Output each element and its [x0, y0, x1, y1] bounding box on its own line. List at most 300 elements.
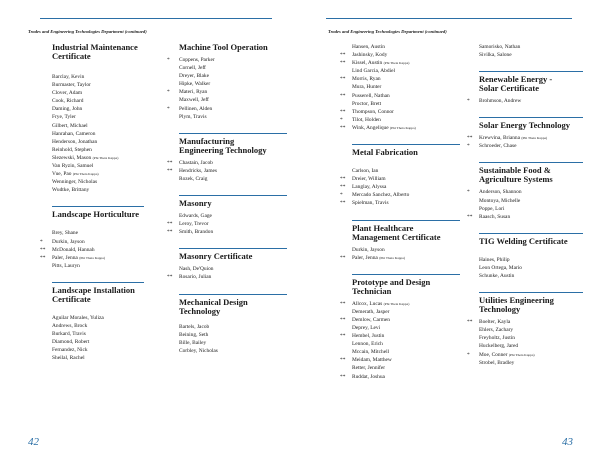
graduate-name-text: Jashinsky, Kody — [352, 52, 388, 59]
page-number: 42 — [28, 436, 39, 448]
program-title: Masonry Certificate — [179, 251, 253, 262]
program-title: Metal Fabrication — [352, 147, 418, 158]
graduate-name-text: Frye, Tyler — [52, 114, 76, 121]
graduate-name — [52, 314, 144, 322]
graduate-name — [167, 167, 287, 175]
graduate-name-text: Schunke, Austin — [479, 273, 515, 280]
graduate-name-text: Chastain, Jacob — [179, 159, 213, 166]
graduate-name — [52, 81, 144, 89]
graduate-name — [479, 256, 583, 264]
graduate-name — [479, 326, 583, 334]
graduate-name — [479, 51, 583, 59]
program-title: Technology — [479, 304, 521, 315]
section-divider — [179, 133, 287, 134]
graduate-name — [167, 220, 287, 228]
graduate-name — [340, 373, 460, 381]
graduate-name — [179, 80, 287, 88]
graduate-name-text: Mccain, Mitchell — [352, 349, 390, 356]
program-section — [52, 282, 144, 363]
honor-mark: ** — [340, 357, 346, 364]
graduate-name — [340, 254, 460, 262]
program-title: Management Certificate — [352, 231, 441, 242]
graduate-name — [52, 262, 144, 270]
graduate-name-text: Leroy, Trevor — [179, 221, 209, 228]
graduate-name-text: Coppens, Parker — [179, 57, 215, 63]
graduate-name-text: Anderson, Shannon — [479, 189, 522, 196]
top-rule — [326, 18, 572, 19]
section-divider — [179, 195, 287, 196]
honor-mark: ** — [167, 221, 173, 228]
graduate-name-text: Tilot, Holden — [352, 116, 381, 123]
graduate-name — [40, 238, 144, 246]
honor-society: (Phi Theta Kappa) — [383, 61, 410, 66]
graduate-name — [167, 56, 287, 64]
graduate-name — [352, 324, 460, 332]
honor-mark: * — [167, 57, 170, 63]
graduate-name-text: Beining, Seth — [179, 331, 209, 338]
graduate-name-text: Wudtke, Brittany — [52, 187, 90, 194]
section-divider — [352, 220, 460, 221]
graduate-name-text: Strobel, Bradley — [479, 359, 515, 366]
graduate-name — [52, 154, 144, 162]
program-title: TIG Welding Certificate — [479, 235, 568, 246]
graduate-name — [467, 188, 583, 196]
column-right-2 — [467, 43, 583, 367]
graduate-name-text: Lennon, Erich — [352, 341, 383, 348]
graduate-name — [52, 130, 144, 138]
title-gap — [179, 316, 287, 323]
honor-mark: ** — [340, 333, 346, 340]
graduate-name-text: Reinhold, Stephen — [52, 146, 92, 153]
graduate-name-text: Sheilal, Rachel — [52, 355, 85, 362]
graduate-name — [52, 330, 144, 338]
graduate-name — [479, 264, 583, 272]
honor-mark: ** — [467, 135, 473, 142]
honor-mark: * — [167, 105, 170, 112]
program-section — [340, 274, 460, 381]
honor-mark: ** — [340, 373, 346, 380]
graduate-name-text: Raasch, Susan — [479, 213, 511, 220]
graduate-name-text: Durkin, Jayson — [352, 246, 385, 253]
graduate-name — [52, 338, 144, 346]
honor-mark: * — [467, 143, 470, 150]
graduate-name — [479, 359, 583, 367]
graduate-name-text: Carlson, Ian — [352, 168, 379, 175]
graduate-name-text: Hendricks, James — [179, 167, 218, 174]
section-divider — [479, 233, 583, 234]
honor-mark: * — [40, 238, 43, 245]
right-page — [300, 0, 600, 463]
graduate-name — [340, 108, 460, 116]
graduate-name-text: Allcox, Lucas — [352, 300, 383, 307]
program-title: Masonry — [179, 198, 212, 209]
graduate-name — [352, 67, 460, 75]
graduate-name — [352, 364, 460, 372]
program-section — [167, 42, 287, 121]
graduate-name — [352, 100, 460, 108]
honor-mark: ** — [340, 200, 346, 207]
graduate-name-text: Kissel, Austin — [352, 60, 383, 67]
graduate-name-text: Durkin, Jayson — [52, 238, 85, 245]
graduate-name-text: McDonald, Hannah — [52, 246, 95, 253]
graduate-name — [179, 212, 287, 220]
honor-mark: ** — [167, 229, 173, 236]
graduate-name — [179, 347, 287, 355]
graduate-name — [52, 73, 144, 81]
program-section — [479, 233, 583, 280]
program-title: Utilities Engineering — [479, 295, 554, 306]
graduate-name — [40, 246, 144, 254]
honor-mark: ** — [340, 108, 346, 115]
honor-mark: ** — [167, 274, 173, 281]
graduate-name — [52, 146, 144, 154]
program-title: Solar Energy Technology — [479, 120, 570, 131]
graduate-name-text: Schroeder, Chase — [479, 143, 517, 150]
program-section — [52, 43, 144, 194]
honor-mark: ** — [340, 60, 346, 67]
graduate-name-text: Fernandez, Nick — [52, 347, 88, 354]
honor-mark: ** — [40, 246, 46, 253]
column-right-1 — [340, 43, 460, 381]
honor-mark: ** — [340, 316, 346, 323]
graduate-name-text: Demlow, Carmen — [352, 316, 390, 323]
graduate-name — [179, 323, 287, 331]
graduate-name — [179, 175, 287, 183]
graduate-name — [52, 113, 144, 121]
program-title: Plant Healthcare — [352, 222, 414, 233]
graduate-name — [52, 138, 144, 146]
section-divider — [479, 162, 583, 163]
program-section — [179, 294, 287, 355]
graduate-name-text: Edwards, Gage — [179, 213, 212, 220]
graduate-name-text: Spielman, Travis — [352, 200, 389, 207]
graduate-name — [52, 162, 144, 170]
program-section — [467, 117, 583, 150]
graduate-name — [352, 308, 460, 316]
graduate-name — [340, 332, 460, 340]
graduate-name-text: Plym, Travis — [179, 113, 207, 120]
program-title: Sustainable Food & — [479, 165, 551, 176]
graduate-name — [479, 342, 583, 350]
program-title: Prototype and Design — [352, 276, 431, 287]
honor-mark: ** — [340, 76, 346, 83]
honor-society: (Phi Theta Kappa) — [383, 301, 410, 306]
graduate-name-text: Pellinen, Alden — [179, 105, 213, 112]
graduate-name-text: Corbley, Nicholas — [179, 347, 218, 354]
graduate-name-text: Rozek, Craig — [179, 175, 208, 182]
program-section — [40, 206, 144, 269]
honor-mark: * — [340, 116, 343, 123]
graduate-name — [179, 331, 287, 339]
graduate-name-text: Nash, De'Quion — [179, 266, 214, 273]
honor-mark: ** — [467, 319, 473, 326]
honor-society: (Phi Theta Kappa) — [72, 172, 99, 177]
graduate-name-text: Huckelberg, Jared — [479, 343, 519, 350]
section-divider — [352, 274, 460, 275]
graduate-name-text: Pitts, Lauryn — [52, 262, 80, 269]
graduate-name — [340, 191, 460, 199]
honor-society: (Phi Theta Kappa) — [379, 255, 405, 260]
graduate-name — [52, 122, 144, 130]
graduate-name-text: Haines, Philip — [479, 256, 510, 263]
honor-mark: ** — [40, 254, 46, 261]
graduate-name — [52, 105, 144, 113]
honor-mark: ** — [340, 124, 346, 131]
graduate-name — [179, 265, 287, 273]
graduate-name-text: Bartels, Jacob — [179, 323, 210, 330]
graduate-name — [167, 88, 287, 96]
graduate-name — [352, 340, 460, 348]
graduate-name — [340, 356, 460, 364]
program-section — [479, 43, 583, 59]
honor-mark: * — [167, 89, 170, 96]
honor-mark: ** — [340, 176, 346, 183]
title-gap — [52, 219, 144, 229]
graduate-name — [340, 124, 460, 132]
title-gap — [52, 304, 144, 314]
honor-mark: * — [467, 98, 470, 105]
honor-mark: ** — [467, 213, 473, 220]
graduate-name-text: Wink, Angelique — [352, 124, 389, 131]
graduate-name-text: Hanrahan, Cameron — [52, 130, 96, 137]
graduate-name-text: Deprey, Levi — [352, 324, 381, 331]
honor-mark: ** — [340, 254, 346, 261]
honor-mark: ** — [340, 92, 346, 99]
graduate-name — [467, 351, 583, 359]
graduate-name — [479, 205, 583, 213]
graduate-name-text: Krewvina, Brianna — [479, 135, 521, 142]
honor-society: (Phi Theta Kappa) — [92, 155, 119, 160]
page-header: Trades and Engineering Technologies Department (continued) — [328, 29, 447, 34]
graduate-name — [352, 246, 460, 254]
graduate-name — [179, 64, 287, 72]
section-divider — [179, 248, 287, 249]
graduate-name — [52, 186, 144, 194]
graduate-name — [479, 334, 583, 342]
graduate-name — [340, 116, 460, 124]
graduate-name — [52, 170, 144, 178]
honor-mark: ** — [340, 184, 346, 191]
program-section — [167, 133, 287, 183]
graduate-name-text: Brey, Shane — [52, 230, 78, 237]
section-divider — [52, 206, 144, 207]
honor-society: (Phi Theta Kappa) — [79, 255, 105, 260]
honor-mark: * — [467, 351, 470, 358]
graduate-name — [52, 97, 144, 105]
program-section — [340, 144, 460, 207]
graduate-name-text: Langlay, Alyssa — [352, 184, 387, 191]
graduate-name-text: Slezewski, Mason — [52, 154, 92, 161]
graduate-name-text: Leon Ortega, Mario — [479, 264, 522, 271]
graduate-name-text: Mura, Hunter — [352, 84, 382, 91]
graduate-name — [340, 199, 460, 207]
graduate-name-text: Morris, Ryan — [352, 76, 381, 83]
graduate-name — [179, 339, 287, 347]
graduate-name — [52, 322, 144, 330]
graduate-name-text: Barclay, Kevin — [52, 74, 85, 80]
graduate-name — [52, 89, 144, 97]
honor-society: (Phi Theta Kappa) — [521, 136, 548, 141]
graduate-name-text: Cornell, Jeff — [179, 65, 206, 72]
graduate-name — [52, 346, 144, 354]
graduate-name — [167, 273, 287, 281]
graduate-name-text: Clover, Adam — [52, 90, 83, 97]
graduate-name-text: Demerath, Jasper — [352, 308, 390, 315]
program-title: Agriculture Systems — [479, 174, 553, 185]
graduate-name — [479, 43, 583, 51]
graduate-name-text: Paler, Jenna — [52, 254, 78, 261]
graduate-name — [179, 113, 287, 121]
program-section — [167, 248, 287, 281]
graduate-name — [352, 83, 460, 91]
graduate-name — [479, 272, 583, 280]
graduate-name — [40, 254, 144, 262]
program-title: Landscape Horticulture — [52, 209, 139, 220]
program-section — [467, 71, 583, 105]
graduate-name-text: Meidam, Matthew — [352, 357, 392, 364]
program-title: Solar Certificate — [479, 83, 540, 94]
graduate-name-text: Burkard, Travis — [52, 331, 86, 338]
graduate-name-text: Paler, Jenna — [352, 254, 378, 261]
title-gap — [352, 157, 460, 167]
page-header: Trades and Engineering Technologies Department (continued) — [28, 29, 147, 34]
graduate-name-text: Ruddat, Joshua — [352, 373, 385, 380]
graduate-name-text: Wenninger, Nicholas — [52, 179, 98, 186]
program-title: Certificate — [52, 293, 91, 304]
graduate-name-text: Cook, Richard — [52, 98, 84, 105]
graduate-name — [352, 43, 460, 51]
honor-mark: ** — [167, 159, 173, 166]
graduate-name-text: Hipke, Walker — [179, 81, 211, 88]
graduate-name-text: Burmaster, Taylor — [52, 82, 91, 89]
graduate-name-text: Vue, Pao — [52, 171, 72, 178]
section-divider — [479, 117, 583, 118]
graduate-name-text: Materi, Ryan — [179, 89, 208, 96]
graduate-name-text: Hembel, Justin — [352, 333, 385, 340]
section-divider — [179, 294, 287, 295]
graduate-name-text: Diamond, Robert — [52, 339, 90, 346]
graduate-name — [352, 348, 460, 356]
section-divider — [479, 71, 583, 72]
graduate-name — [179, 72, 287, 80]
graduate-name-text: Poppe, Lori — [479, 205, 505, 212]
graduate-name — [340, 59, 460, 67]
honor-society: (Phi Theta Kappa) — [508, 352, 535, 357]
graduate-name — [179, 96, 287, 104]
graduate-name-text: Mercado Sanchez, Alberto — [352, 192, 410, 199]
graduate-name-text: Thompson, Connor — [352, 108, 394, 115]
graduate-name — [467, 142, 583, 150]
graduate-name-text: Brohmson, Andrew — [479, 98, 522, 105]
graduate-name — [52, 178, 144, 186]
graduate-name — [467, 213, 583, 221]
graduate-name-text: Proctor, Brett — [352, 100, 382, 107]
honor-mark: ** — [167, 167, 173, 174]
graduate-name — [340, 316, 460, 324]
graduate-name-text: Rosario, Julian — [179, 274, 212, 281]
graduate-name-text: Smith, Brandon — [179, 229, 214, 236]
graduate-name — [479, 197, 583, 205]
program-title: Mechanical Design — [179, 296, 248, 307]
graduate-name — [340, 51, 460, 59]
program-title: Engineering Technology — [179, 144, 267, 155]
graduate-name — [340, 92, 460, 100]
graduate-name-text: Montoya, Michelle — [479, 197, 521, 204]
graduate-name — [340, 183, 460, 191]
program-section — [467, 162, 583, 220]
title-gap — [479, 246, 583, 256]
honor-mark: ** — [340, 52, 346, 59]
honor-mark: ** — [340, 300, 346, 307]
program-title: Technician — [352, 285, 392, 296]
honor-mark: * — [467, 189, 470, 196]
graduate-name-text: Andrews, Brock — [52, 322, 88, 329]
graduate-name-text: Dreier, William — [352, 176, 386, 183]
graduate-name-text: Freyholtz, Justin — [479, 335, 515, 342]
section-divider — [479, 292, 583, 293]
graduate-name — [467, 134, 583, 142]
program-title: Technology — [179, 305, 221, 316]
graduate-name-text: Dreyer, Blake — [179, 73, 210, 80]
graduate-name — [167, 105, 287, 113]
graduate-name-text: Daming, John — [52, 106, 83, 113]
graduate-name-text: Maxwell, Jeff — [179, 97, 209, 104]
graduate-name — [340, 75, 460, 83]
graduate-name-text: Samorisko, Nathan — [479, 44, 521, 50]
program-title: Industrial Maintenance — [52, 42, 138, 52]
title-gap — [52, 61, 144, 73]
program-section — [340, 43, 460, 132]
program-title: Machine Tool Operation — [179, 42, 268, 52]
graduate-name-text: Boelter, Kayla — [479, 319, 511, 326]
graduate-name-text: Hansen, Austin — [352, 44, 385, 50]
graduate-name-text: Pusserell, Nathan — [352, 92, 390, 99]
graduate-name-text: Henderson, Jonathan — [52, 138, 98, 145]
graduate-name-text: Ehlers, Zachary — [479, 327, 514, 334]
graduate-name — [340, 175, 460, 183]
graduate-name — [352, 167, 460, 175]
graduate-name-text: Aguilar Morales, Yuliza — [52, 314, 104, 321]
graduate-name-text: Retter, Jennifer — [352, 365, 386, 372]
graduate-name — [52, 354, 144, 362]
honor-mark: * — [340, 192, 343, 199]
page-number: 43 — [562, 436, 573, 448]
graduate-name-text: Gilbert, Michael — [52, 122, 88, 129]
program-title: Renewable Energy - — [479, 74, 553, 85]
program-section — [167, 195, 287, 236]
graduate-name-text: Lind Garcia, Abdiel — [352, 68, 395, 75]
program-section — [467, 292, 583, 367]
graduate-name-text: Bille, Bailey — [179, 339, 207, 346]
graduate-name — [340, 300, 460, 308]
program-section — [340, 220, 460, 262]
program-title: Manufacturing — [179, 135, 235, 146]
graduate-name — [467, 97, 583, 105]
column-left-2 — [167, 42, 287, 355]
graduate-name-text: Van Ryzin, Samuel — [52, 163, 94, 170]
column-left-1 — [40, 42, 144, 362]
program-title: Certificate — [52, 51, 91, 61]
top-rule — [40, 18, 272, 19]
honor-society: (Phi Theta Kappa) — [389, 125, 416, 130]
graduate-name-text: Sivilka, Salone — [479, 52, 512, 59]
section-divider — [52, 282, 144, 283]
program-title: Landscape Installation — [52, 284, 135, 295]
graduate-name-text: Moe, Conner — [479, 351, 508, 358]
graduate-name — [52, 229, 144, 237]
graduate-name — [167, 159, 287, 167]
graduate-name — [167, 228, 287, 236]
